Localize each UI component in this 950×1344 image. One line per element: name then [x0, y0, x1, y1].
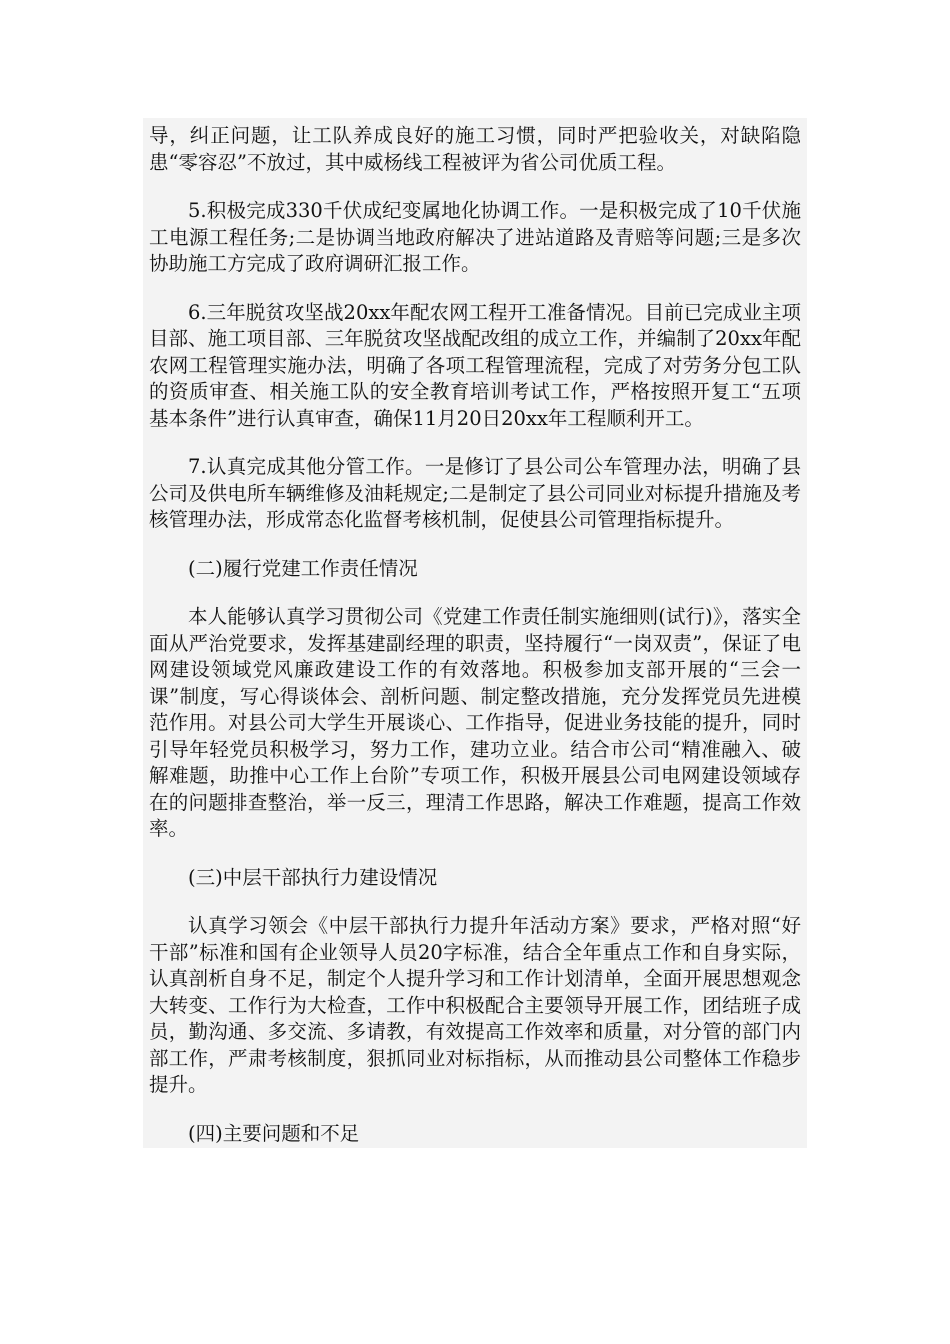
- paragraph-party-building: 本人能够认真学习贯彻公司《党建工作责任制实施细则(试行)》，落实全面从严治党要求，发挥基建副经理的职责，坚持履行“一岗双责”，保证了电网建设领域党风廉政建设工作的有效落地。积极参加支部开展的“三会一课”制度，写心得谈体会、剖析问题、制定整改措施，充分发挥党员先进模范作用。对县公司大学生开展谈心、工作指导，促进业务技能的提升，同时引导年轻党员积极学习，努力工作，建功立业。结合市公司“精准融入、破解难题，助推中心工作上台阶”专项工作，积极开展县公司电网建设领域存在的问题排查整治，举一反三，理清工作思路，解决工作难题，提高工作效率。: [149, 605, 801, 840]
- section-heading-4: (四)主要问题和不足: [188, 1121, 360, 1145]
- paragraph-item-6: 6.三年脱贫攻坚战20xx年配农网工程开工准备情况。目前已完成业主项目部、施工项目部、三年脱贫攻坚战配改组的成立工作，并编制了20xx年配农网工程管理实施办法，明确了各项工程管理流程，完成了对劳务分包工队的资质审查、相关施工队的安全教育培训考试工作，严格按照开复工“五项基本条件”进行认真审查，确保11月20日20xx年工程顺利开工。: [149, 300, 801, 430]
- section-heading-3: (三)中层干部执行力建设情况: [188, 865, 438, 889]
- paragraph-continuation: 导，纠正问题，让工队养成良好的施工习惯，同时严把验收关，对缺陷隐患“零容忍”不放过，其中威杨线工程被评为省公司优质工程。: [149, 124, 801, 174]
- paragraph-item-7: 7.认真完成其他分管工作。一是修订了县公司公车管理办法，明确了县公司及供电所车辆维修及油耗规定;二是制定了县公司同业对标提升措施及考核管理办法，形成常态化监督考核机制，促使县公司管理指标提升。: [149, 455, 801, 531]
- document-body: [143, 118, 807, 1148]
- section-heading-2: (二)履行党建工作责任情况: [188, 556, 418, 580]
- paragraph-execution: 认真学习领会《中层干部执行力提升年活动方案》要求，严格对照“好干部”标准和国有企业领导人员20字标准，结合全年重点工作和自身实际，认真剖析自身不足，制定个人提升学习和工作计划清单，全面开展思想观念大转变、工作行为大检查，工作中积极配合主要领导开展工作，团结班子成员，勤沟通、多交流、多请教，有效提高工作效率和质量，对分管的部门内部工作，严肃考核制度，狠抓同业对标指标，从而推动县公司整体工作稳步提升。: [149, 914, 801, 1096]
- paragraph-item-5: 5.积极完成330千伏成纪变属地化协调工作。一是积极完成了10千伏施工电源工程任务;二是协调当地政府解决了进站道路及青赔等问题;三是多次协助施工方完成了政府调研汇报工作。: [149, 199, 801, 275]
